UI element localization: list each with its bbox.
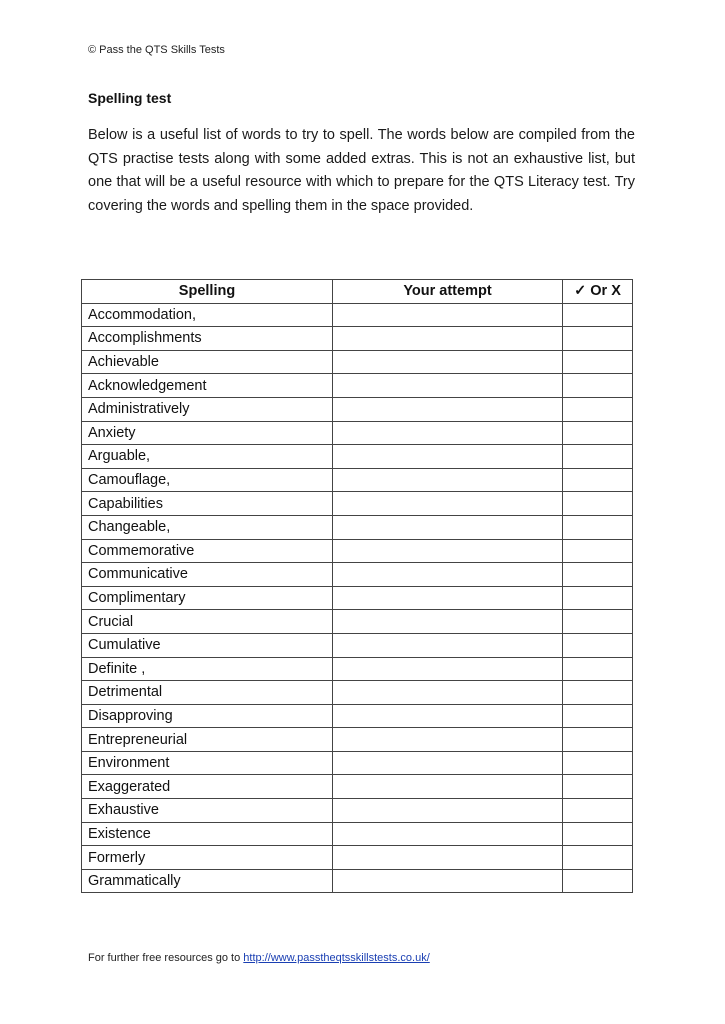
table-row (82, 327, 633, 351)
mark-cell[interactable] (563, 775, 633, 799)
table-row (82, 492, 633, 516)
spelling-word: Existence (82, 822, 333, 846)
footer-link[interactable]: http://www.passtheqtsskillstests.co.uk/ (243, 952, 430, 964)
table-row (82, 303, 633, 327)
spelling-word: Acknowledgement (82, 374, 333, 398)
mark-cell[interactable] (563, 374, 633, 398)
mark-cell[interactable] (563, 445, 633, 469)
spelling-word: Complimentary (82, 586, 333, 610)
mark-cell[interactable] (563, 327, 633, 351)
table-header-row (82, 280, 633, 304)
mark-cell[interactable] (563, 728, 633, 752)
mark-cell[interactable] (563, 397, 633, 421)
attempt-cell[interactable] (333, 327, 563, 351)
spelling-word: Communicative (82, 563, 333, 587)
table-row (82, 869, 633, 893)
mark-cell[interactable] (563, 751, 633, 775)
table-row (82, 681, 633, 705)
attempt-cell[interactable] (333, 515, 563, 539)
spelling-word: Grammatically (82, 869, 333, 893)
spelling-word: Accommodation, (82, 303, 333, 327)
page-footer (88, 952, 430, 964)
attempt-cell[interactable] (333, 799, 563, 823)
spelling-word: Crucial (82, 610, 333, 634)
attempt-cell[interactable] (333, 704, 563, 728)
spelling-word: Entrepreneurial (82, 728, 333, 752)
table-row (82, 704, 633, 728)
table-row (82, 775, 633, 799)
attempt-cell[interactable] (333, 539, 563, 563)
table-row (82, 728, 633, 752)
attempt-cell[interactable] (333, 586, 563, 610)
mark-cell[interactable] (563, 846, 633, 870)
attempt-cell[interactable] (333, 468, 563, 492)
spelling-word: Exhaustive (82, 799, 333, 823)
spelling-word: Administratively (82, 397, 333, 421)
attempt-cell[interactable] (333, 822, 563, 846)
mark-cell[interactable] (563, 799, 633, 823)
attempt-cell[interactable] (333, 397, 563, 421)
spelling-word: Exaggerated (82, 775, 333, 799)
attempt-cell[interactable] (333, 869, 563, 893)
mark-cell[interactable] (563, 869, 633, 893)
spelling-word: Environment (82, 751, 333, 775)
mark-cell[interactable] (563, 704, 633, 728)
spelling-word: Camouflage, (82, 468, 333, 492)
mark-cell[interactable] (563, 563, 633, 587)
attempt-cell[interactable] (333, 563, 563, 587)
page-header: © Pass the QTS Skills Tests (88, 44, 225, 56)
footer-text: For further free resources go to (88, 952, 244, 964)
header-your-attempt: Your attempt (333, 280, 563, 304)
table-row (82, 846, 633, 870)
mark-cell[interactable] (563, 515, 633, 539)
mark-cell[interactable] (563, 539, 633, 563)
spelling-word: Changeable, (82, 515, 333, 539)
table-row (82, 374, 633, 398)
table-row (82, 350, 633, 374)
spelling-word: Achievable (82, 350, 333, 374)
spelling-table-body (82, 303, 633, 893)
attempt-cell[interactable] (333, 633, 563, 657)
spelling-word: Anxiety (82, 421, 333, 445)
table-row (82, 657, 633, 681)
table-row (82, 610, 633, 634)
attempt-cell[interactable] (333, 751, 563, 775)
spelling-word: Detrimental (82, 681, 333, 705)
table-row (82, 445, 633, 469)
table-row (82, 421, 633, 445)
mark-cell[interactable] (563, 303, 633, 327)
spelling-word: Cumulative (82, 633, 333, 657)
spelling-word: Disapproving (82, 704, 333, 728)
spelling-table (81, 279, 633, 893)
mark-cell[interactable] (563, 657, 633, 681)
table-row (82, 515, 633, 539)
table-row (82, 633, 633, 657)
header-tick-or-cross: ✓ Or X (563, 280, 633, 304)
table-row (82, 822, 633, 846)
attempt-cell[interactable] (333, 374, 563, 398)
mark-cell[interactable] (563, 681, 633, 705)
table-row (82, 586, 633, 610)
attempt-cell[interactable] (333, 421, 563, 445)
attempt-cell[interactable] (333, 303, 563, 327)
mark-cell[interactable] (563, 586, 633, 610)
table-row (82, 751, 633, 775)
attempt-cell[interactable] (333, 610, 563, 634)
mark-cell[interactable] (563, 468, 633, 492)
attempt-cell[interactable] (333, 350, 563, 374)
table-row (82, 563, 633, 587)
spelling-word: Formerly (82, 846, 333, 870)
attempt-cell[interactable] (333, 657, 563, 681)
mark-cell[interactable] (563, 633, 633, 657)
spelling-word: Definite , (82, 657, 333, 681)
spelling-word: Accomplishments (82, 327, 333, 351)
table-row (82, 799, 633, 823)
header-spelling: Spelling (82, 280, 333, 304)
mark-cell[interactable] (563, 610, 633, 634)
attempt-cell[interactable] (333, 492, 563, 516)
attempt-cell[interactable] (333, 846, 563, 870)
mark-cell[interactable] (563, 492, 633, 516)
mark-cell[interactable] (563, 421, 633, 445)
spelling-word: Commemorative (82, 539, 333, 563)
mark-cell[interactable] (563, 350, 633, 374)
table-row (82, 468, 633, 492)
attempt-cell[interactable] (333, 445, 563, 469)
attempt-cell[interactable] (333, 681, 563, 705)
spelling-word: Capabilities (82, 492, 333, 516)
attempt-cell[interactable] (333, 728, 563, 752)
mark-cell[interactable] (563, 822, 633, 846)
page-title: Spelling test (88, 90, 172, 106)
spelling-word: Arguable, (82, 445, 333, 469)
intro-paragraph: Below is a useful list of words to try to spell. The words below are compiled from the QTS practise tests along with some added extras. This is not an exhaustive list, but one that will be a useful resource with which to prepare for the QTS Literacy test. Try covering the words and spelling them in the space provided. (88, 127, 635, 214)
table-row (82, 397, 633, 421)
table-row (82, 539, 633, 563)
attempt-cell[interactable] (333, 775, 563, 799)
